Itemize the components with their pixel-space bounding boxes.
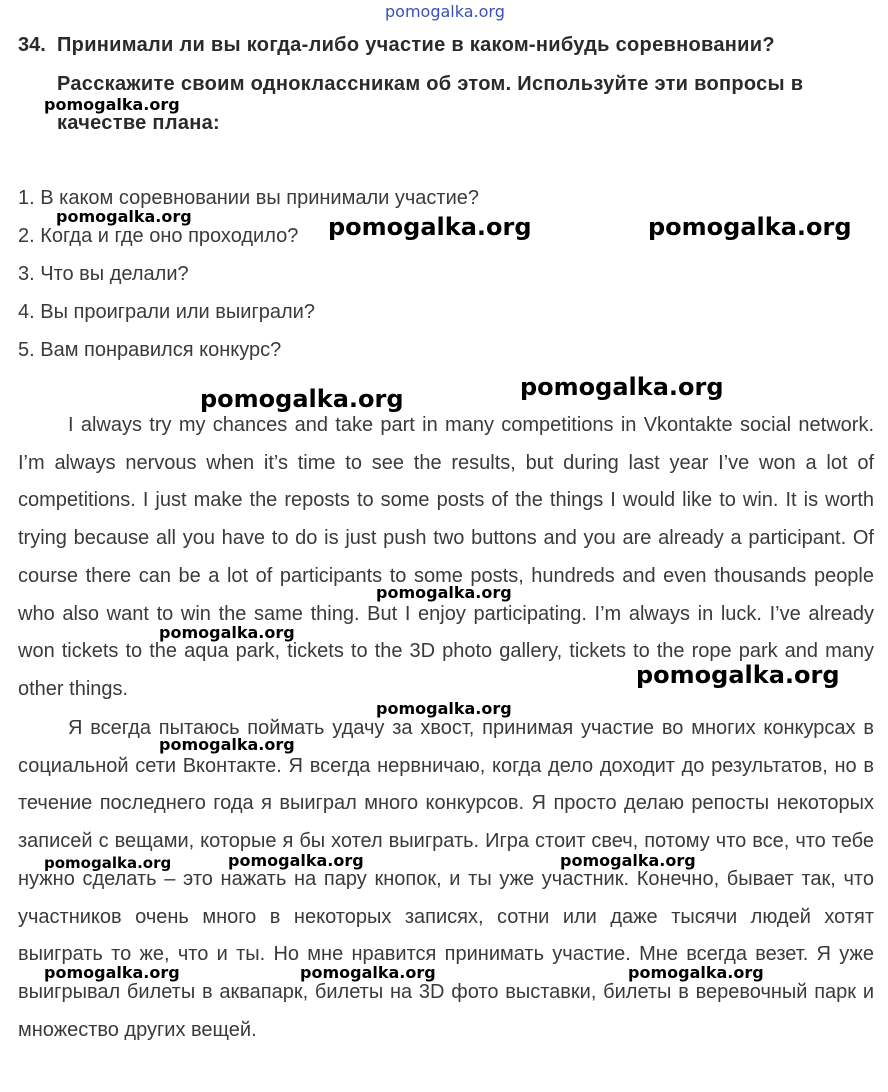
watermark: pomogalka.org xyxy=(560,851,696,870)
watermark: pomogalka.org xyxy=(520,373,724,401)
watermark: pomogalka.org xyxy=(300,963,436,982)
watermark: pomogalka.org xyxy=(376,583,512,602)
question-4: 4. Вы проиграли или выиграли? xyxy=(18,301,315,323)
watermark: pomogalka.org xyxy=(56,207,192,226)
question-2: 2. Когда и где оно проходило? xyxy=(18,225,299,247)
watermark: pomogalka.org xyxy=(376,699,512,718)
watermark: pomogalka.org xyxy=(44,95,180,114)
task-number: 34. xyxy=(18,34,46,56)
task-line-2: Расскажите своим одноклассникам об этом. Используйте эти вопросы в xyxy=(57,73,804,95)
watermark: pomogalka.org xyxy=(159,623,295,642)
english-answer: I always try my chances and take part in many competitions in Vkontakte social network. I’m always nervous when it’s time to see the results, but during last year I’ve won a lot of competitions. I just make the reposts to some posts of the things I would like to win. It is worth trying because all you have to do is just push two buttons and you are already a participant. Of course there can be a lot of participants to some posts, hundreds and even thousands people who also want to win the same thing. But I enjoy participating. I’m always in luck. I’ve already won tickets to the aqua park, tickets to the 3D photo gallery, tickets to the rope park and many other things. xyxy=(18,414,874,700)
question-3: 3. Что вы делали? xyxy=(18,263,189,285)
watermark: pomogalka.org xyxy=(648,213,852,241)
watermark-top: pomogalka.org xyxy=(385,2,505,21)
watermark: pomogalka.org xyxy=(628,963,764,982)
watermark: pomogalka.org xyxy=(44,854,172,872)
watermark: pomogalka.org xyxy=(228,851,364,870)
question-1: 1. В каком соревновании вы принимали участие? xyxy=(18,187,479,209)
watermark: pomogalka.org xyxy=(200,385,404,413)
task-line-1: Принимали ли вы когда-либо участие в каком-нибудь соревновании? xyxy=(57,34,775,56)
watermark: pomogalka.org xyxy=(159,735,295,754)
question-5: 5. Вам понравился конкурс? xyxy=(18,339,282,361)
russian-translation: Я всегда пытаюсь поймать удачу за хвост, принимая участие во многих конкурсах в социальной сети Вконтакте. Я всегда нервничаю, когда дело доходит до результатов, но в течение последнего года я выиграл много конкурсов. Я просто делаю репосты некоторых записей с вещами, которые я бы хотел выиграть. Игра стоит свеч, потому что все, что тебе нужно сделать – это нажать на пару кнопок, и ты уже участник. Конечно, бывает так, что участников очень много в некоторых записях, сотни или даже тысячи людей хотят выиграть то же, что и ты. Но мне нравится принимать участие. Мне всегда везет. Я уже выигрывал билеты в аквапарк, билеты на 3D фото выставки, билеты в веревочный парк и множество других вещей. xyxy=(18,717,874,1041)
watermark: pomogalka.org xyxy=(44,963,180,982)
watermark: pomogalka.org xyxy=(328,213,532,241)
watermark: pomogalka.org xyxy=(636,661,840,689)
task-line-3: качестве плана: xyxy=(57,112,221,134)
